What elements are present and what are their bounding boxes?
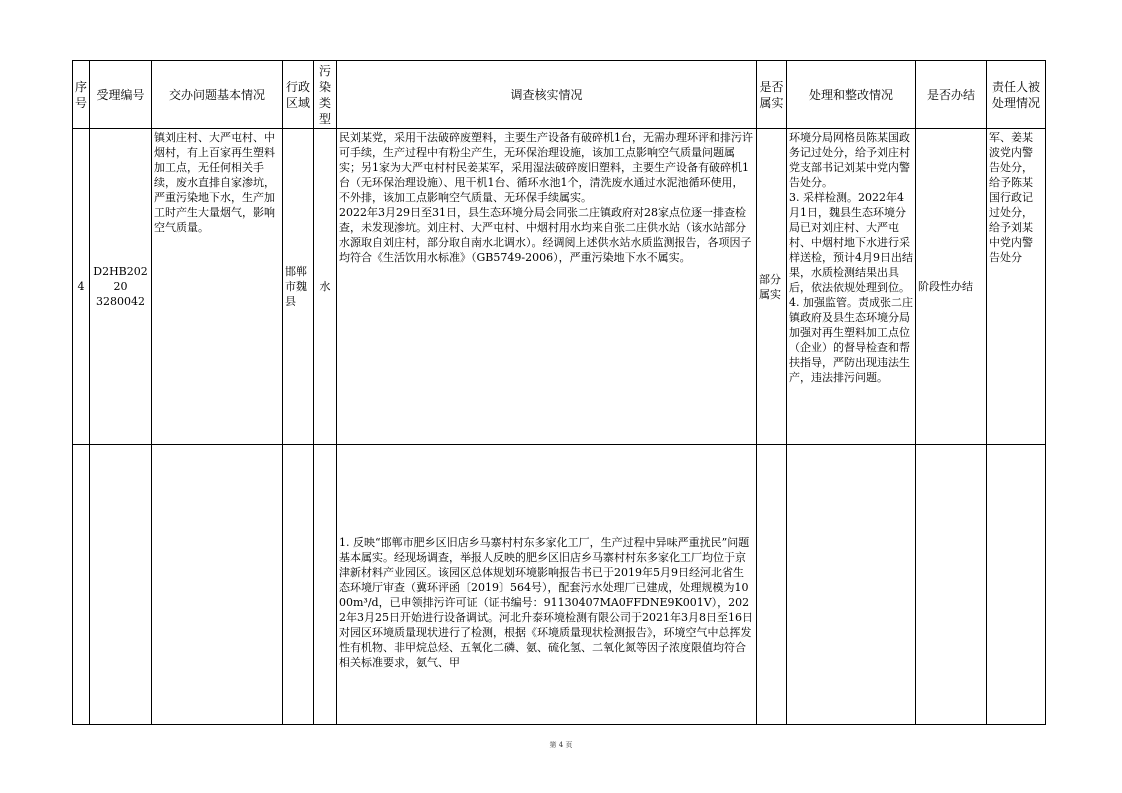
cell-seq — [73, 129, 90, 445]
table-row — [73, 129, 1046, 445]
page-number: 第 4 页 — [549, 741, 573, 749]
is-true-value: 部分属实 — [759, 272, 781, 301]
case-table — [72, 60, 1046, 725]
header-pollution: 污染类型 — [314, 61, 337, 129]
cell-problem — [152, 129, 283, 445]
cell-closed-empty — [916, 445, 987, 725]
header-investigation: 调查核实情况 — [337, 61, 757, 129]
cell-case-no — [90, 129, 152, 445]
header-region: 行政区域 — [283, 61, 314, 129]
cell-problem-empty — [152, 445, 283, 725]
table-row — [73, 445, 1046, 725]
header-closed: 是否办结 — [916, 61, 987, 129]
investigation-text: 1. 反映“邯郸市肥乡区旧店乡马寨村村东多家化工厂，生产过程中异味严重扰民”问题基本属实。经现场调查，举报人反映的肥乡区旧店乡马寨村村东多家化工厂均位于京津新材料产业园区。该园区总体规划环境影响报告书已于2019年5月9日经河北省生态环境厅审查（冀环评函〔2019〕564号），配套污水处理厂已建成，处理规模为1000m³/d，已申领排污许可证（证书编号：91130407MA0FFDNE9K001V），2022年3月25日开始进行设备调试。河北升泰环境检测有限公司于2021年3月8日至16日对园区环境质量现状进行了检测，根据《环境质量现状检测报告》，环境空气中总挥发性有机物、非甲烷总烃、五氧化二磷、氨、硫化氢、二氧化氮等因子浓度限值均符合相关标准要求，氨气、甲 — [339, 536, 753, 669]
cell-is-true-empty — [757, 445, 787, 725]
cell-investigation — [337, 129, 757, 445]
header-row — [73, 61, 1046, 129]
case-no-value: D2HB20220 3280042 — [93, 265, 148, 308]
cell-investigation — [337, 445, 757, 725]
header-accountability: 责任人被处理情况 — [987, 61, 1046, 129]
cell-closed — [916, 129, 987, 445]
header-seq: 序号 — [73, 61, 90, 129]
cell-handling — [787, 129, 916, 445]
region-value: 邯郸市魏县 — [285, 265, 307, 308]
cell-region-empty — [283, 445, 314, 725]
seq-value: 4 — [77, 280, 85, 293]
cell-pollution-empty — [314, 445, 337, 725]
handling-text: 环境分局网格员陈某国政务记过处分，给予刘庄村党支部书记刘某中党内警告处分。 3. 采样检测。2022年4月1日，魏县生态环境分局已对刘庄村、大严屯村、中烟村地下水进行采样送检，预计4月9日出结果，水质检测结果出具后，依法依规处理到位。 4. 加强监管。责成张二庄镇政府及县生态环境分局加强对再生塑料加工点位（企业）的督导检查和帮扶指导，严防出现违法生产，违法排污问题。 — [789, 131, 913, 384]
cell-region — [283, 129, 314, 445]
cell-accountability — [987, 129, 1046, 445]
accountability-text: 军、姜某波党内警告处分，给予陈某国行政记过处分，给予刘某中党内警告处分 — [989, 131, 1033, 264]
cell-case-no-empty — [90, 445, 152, 725]
cell-pollution — [314, 129, 337, 445]
header-case-no: 受理编号 — [90, 61, 152, 129]
header-is-true: 是否属实 — [757, 61, 787, 129]
cell-seq-empty — [73, 445, 90, 725]
pollution-value: 水 — [319, 280, 331, 293]
closed-value: 阶段性办结 — [918, 280, 973, 293]
header-handling: 处理和整改情况 — [787, 61, 916, 129]
cell-accountability-empty — [987, 445, 1046, 725]
problem-text: 镇刘庄村、大严屯村、中烟村，有上百家再生塑料加工点，无任何相关手续，废水直排自家渗坑，严重污染地下水，生产加工时产生大量烟气，影响空气质量。 — [154, 131, 275, 234]
investigation-text: 民刘某党，采用干法破碎废塑料，主要生产设备有破碎机1台，无需办理环评和排污许可手续，生产过程中有粉尘产生，无环保治理设施，该加工点影响空气质量问题属实；另1家为大严屯村村民姜某军，采用湿法破碎废旧塑料，主要生产设备有破碎机1台（无环保治理设施）、甩干机1台、循环水池1个，清洗废水通过水泥池循环使用，不外排，该加工点影响空气质量、无环保手续属实。 2022年3月29日至31日，县生态环境分局会同张二庄镇政府对28家点位逐一排查检查，未发现渗坑。刘庄村、大严屯村、中烟村用水均来自张二庄供水站（该水站部分水源取自刘庄村，部分取自南水北调水）。经调阅上述供水站水质监测报告，各项因子均符合《生活饮用水标准》（GB5749-2006），严重污染地下水不属实。 — [339, 131, 753, 264]
cell-is-true — [757, 129, 787, 445]
cell-handling-empty — [787, 445, 916, 725]
header-problem: 交办问题基本情况 — [152, 61, 283, 129]
